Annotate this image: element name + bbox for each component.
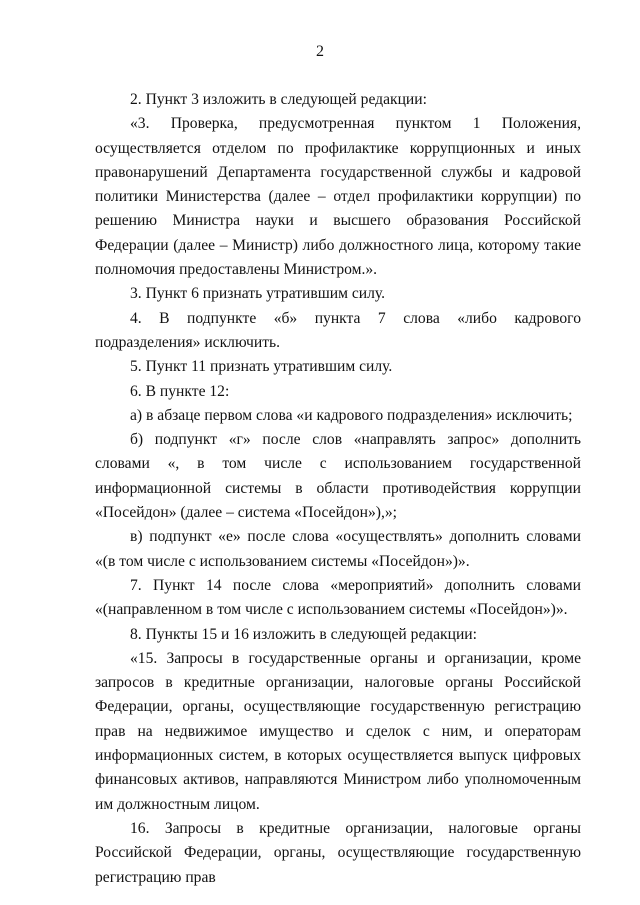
paragraph-item-2: 2. Пункт 3 изложить в следующей редакции: — [130, 91, 427, 108]
paragraph-clause-16-text: 16. Запросы в кредитные организации, налоговые органы Российской Федерации, органы, осуществляющие государственную регистрацию прав — [95, 819, 581, 886]
paragraph-item-6-v: в) подпункт «е» после слова «осуществлять» дополнить словами «(в том числе с использованием системы «Посейдон»)». — [95, 528, 581, 570]
paragraph-item-4: 4. В подпункте «б» пункта 7 слова «либо кадрового подразделения» исключить. — [95, 309, 581, 351]
paragraph-clause-3-text: «3. Проверка, предусмотренная пунктом 1 Положения, осуществляется отделом по профилактике коррупционных и иных правонарушений Департамента государственной службы и кадровой политики Министерства (далее – отдел профилактики коррупции) по решению Министра науки и высшего образования Российской Федерации (далее – Министр) либо должностного лица, которому такие полномочия предоставлены Министром.». — [95, 115, 581, 279]
page-number: 2 — [316, 43, 324, 60]
paragraph-item-5: 5. Пункт 11 признать утратившим силу. — [130, 358, 393, 376]
document-body — [95, 88, 581, 890]
paragraph-item-7: 7. Пункт 14 после слова «мероприятий» дополнить словами «(направленном в том числе с использованием системы «Посейдон»)». — [95, 576, 581, 619]
paragraph-item-6: 6. В пункте 12: — [130, 382, 230, 400]
paragraph-item-6-b: б) подпункт «г» после слов «направлять запрос» дополнить словами «, в том числе с использованием государственной информационной системы в области противодействия коррупции «Посейдон» (далее – система «Посейдон»),»; — [95, 431, 581, 522]
paragraph-item-8: 8. Пункты 15 и 16 изложить в следующей редакции: — [130, 625, 477, 643]
paragraph-item-3: 3. Пункт 6 признать утратившим силу. — [130, 285, 386, 303]
paragraph-clause-15-text: «15. Запросы в государственные органы и организации, кроме запросов в кредитные организации, налоговые органы Российской Федерации, органы, осуществляющие государственную регистрацию прав на недвижимое имущество и сделок с ним, и операторам информационных систем, в которых осуществляется выпуск цифровых финансовых активов, направляются Министром либо уполномоченным им должностным лицом. — [95, 649, 581, 813]
paragraph-item-6-a: а) в абзаце первом слова «и кадрового подразделения» исключить; — [130, 406, 573, 424]
